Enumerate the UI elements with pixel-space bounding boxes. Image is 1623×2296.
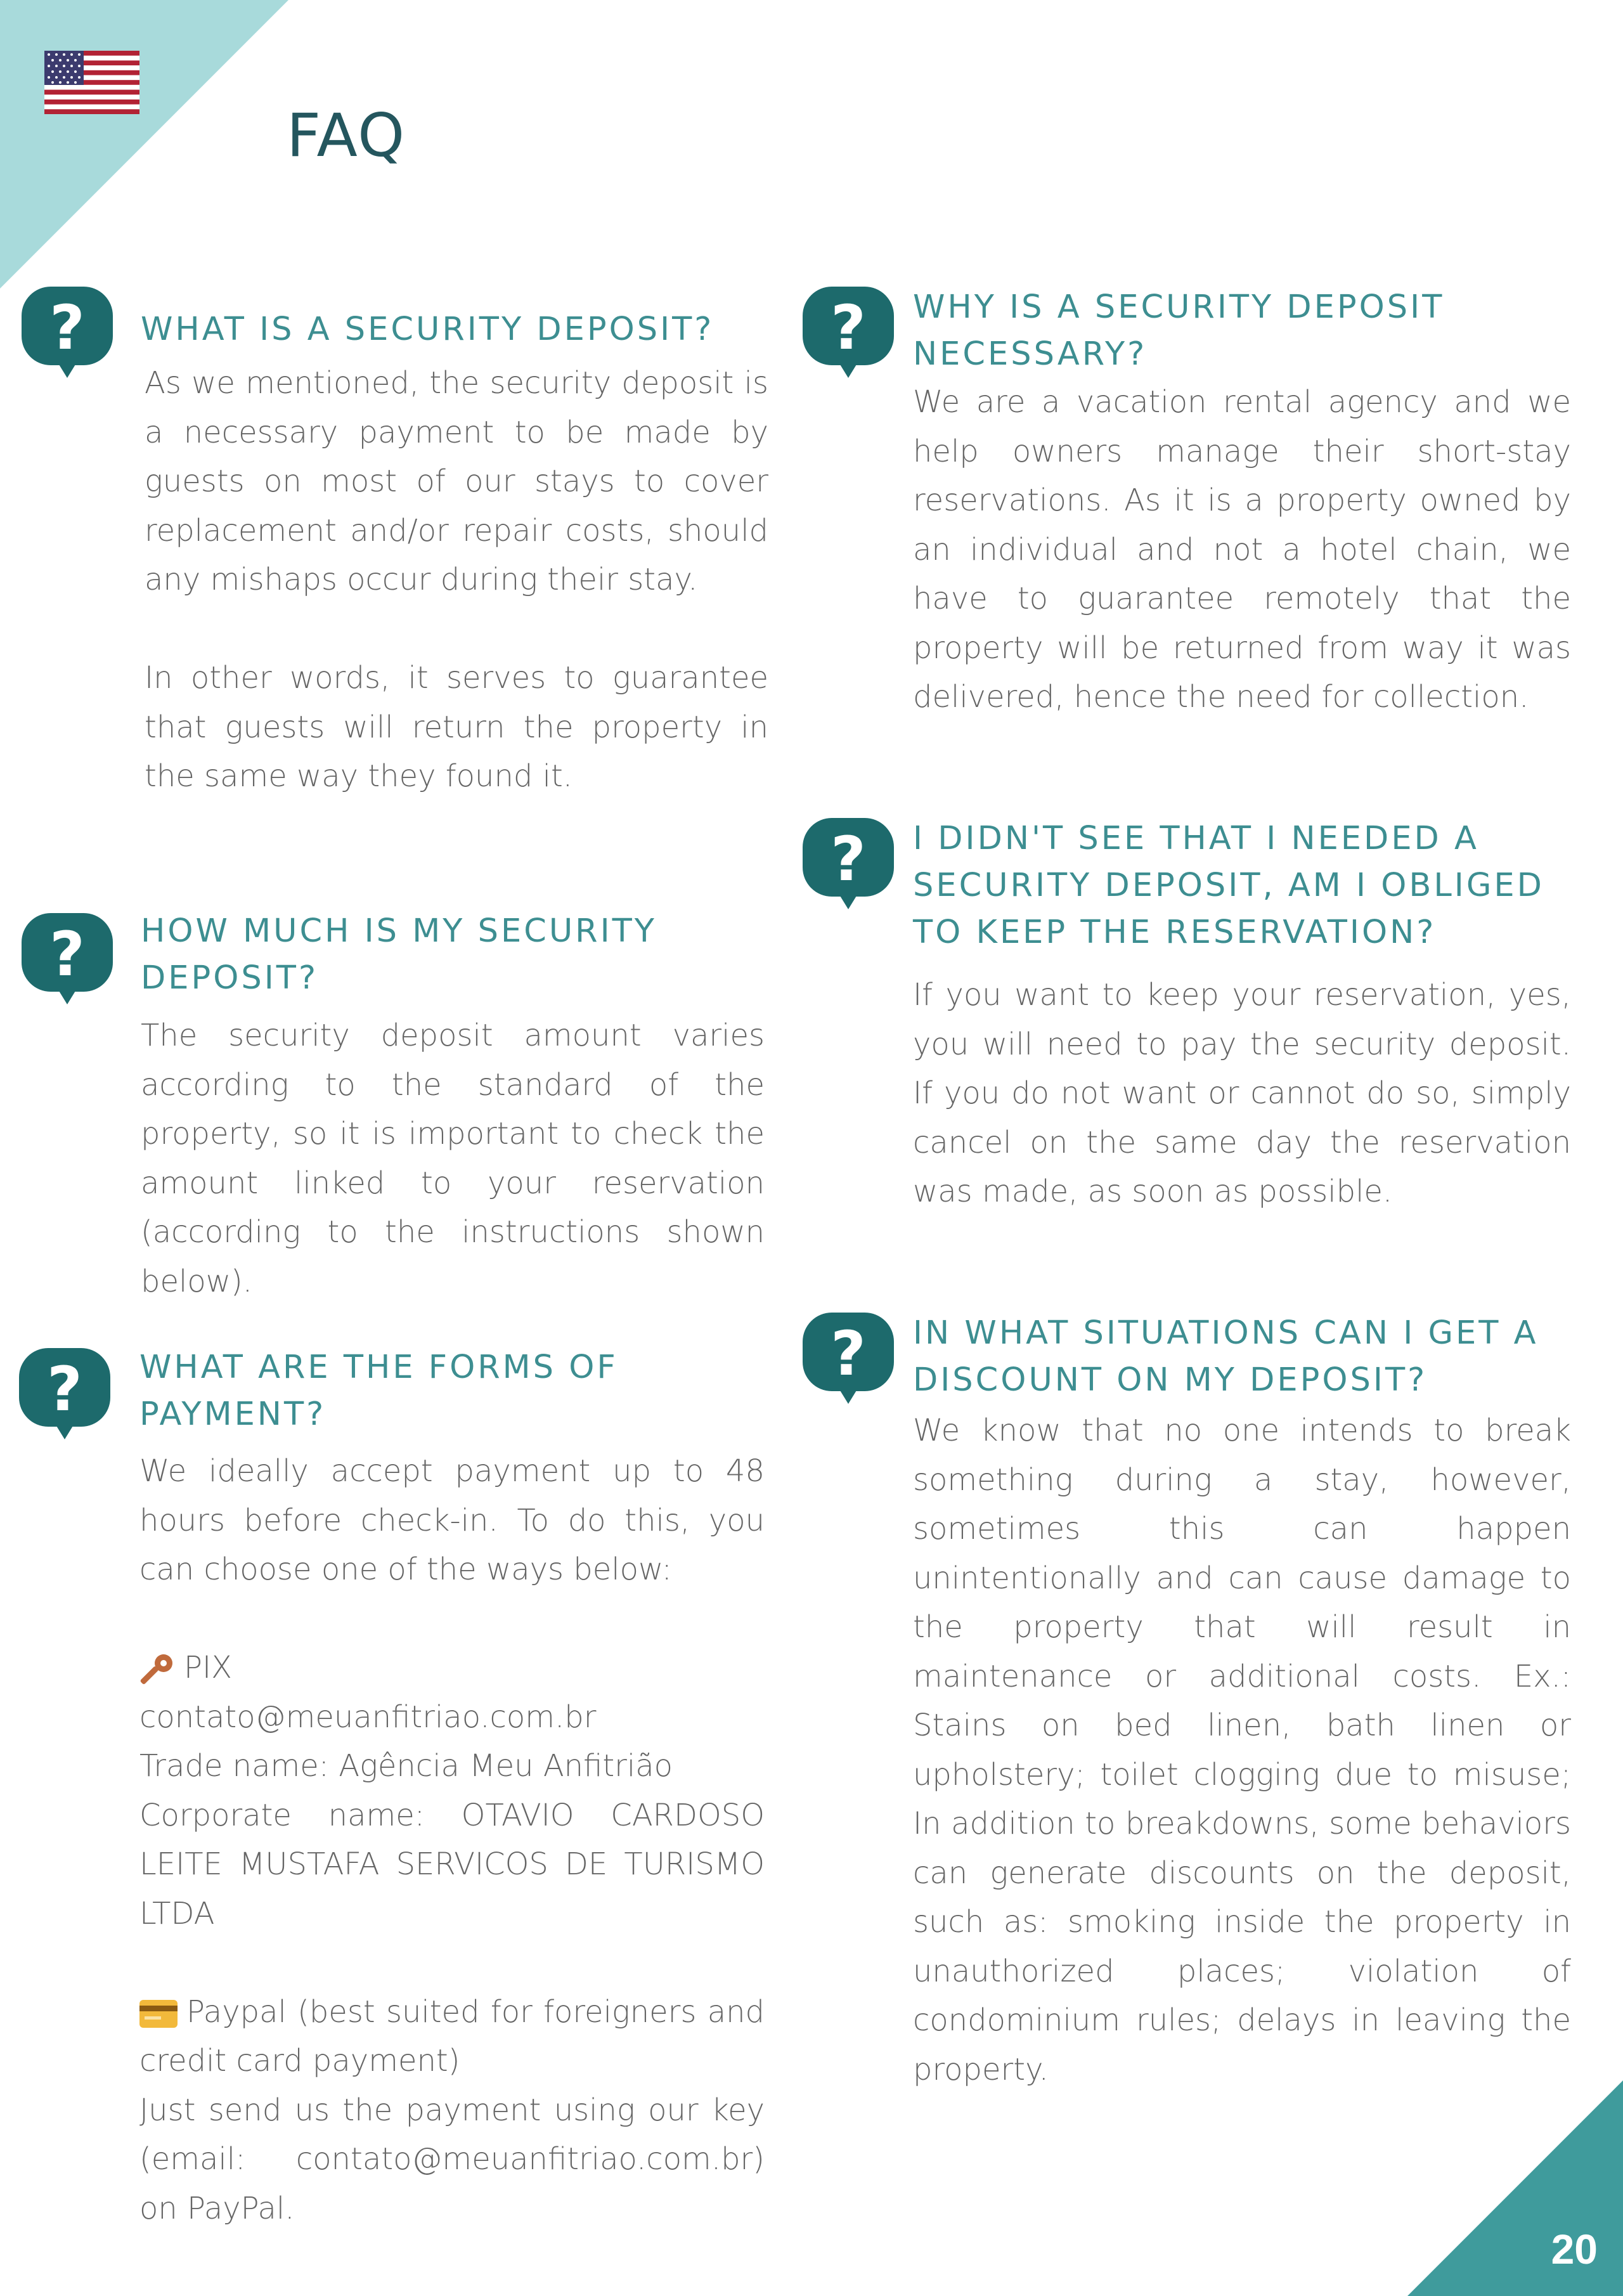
faq-answer-discount [913, 1406, 1571, 2094]
answer-paragraph: We ideally accept payment up to 48 hours before check-in. To do this, you can choose one of the ways below: [139, 1453, 765, 1587]
faq-answer-forms-of-payment [139, 1447, 765, 2233]
answer-paragraph: We are a vacation rental agency and we help owners manage their short-stay reservations. As it is a property owned by an individual and not a hotel chain, we have to guarantee remotely that the property will be returned from way it was delivered, hence the need for collection. [913, 384, 1571, 715]
pix-label: PIX [184, 1650, 232, 1685]
us-flag-icon [44, 51, 139, 114]
answer-paragraph: In other words, it serves to guarantee that guests will return the property in the same way they found it. [145, 660, 768, 794]
faq-answer-obliged [913, 971, 1571, 1217]
faq-answer-how-much [141, 1011, 765, 1306]
question-bubble-icon [803, 1313, 894, 1408]
faq-question-obliged: I DIDN'T SEE THAT I NEEDED A SECURITY DEPOSIT, AM I OBLIGED TO KEEP THE RESERVATION? [913, 820, 1544, 951]
paypal-line [139, 1988, 765, 2086]
answer-paragraph: If you want to keep your reservation, yes, you will need to pay the security deposit. If you do not want or cannot do so, simply cancel on the same day the reservation was made, as soon as possible. [913, 977, 1571, 1209]
question-bubble-icon [22, 287, 113, 382]
question-bubble-icon [803, 287, 894, 382]
key-icon [139, 1652, 175, 1687]
trade-name: Trade name: Agência Meu Anfitrião [139, 1748, 673, 1784]
faq-question-forms-of-payment: WHAT ARE THE FORMS OF PAYMENT? [139, 1349, 618, 1433]
faq-answer-security-deposit [145, 359, 768, 801]
page-title: FAQ [287, 101, 406, 171]
paypal-instructions: Just send us the payment using our key (email: contato@meuanfitriao.com.br) on PayPal. [139, 2092, 765, 2226]
faq-question-discount: IN WHAT SITUATIONS CAN I GET A DISCOUNT ON MY DEPOSIT? [913, 1314, 1539, 1399]
page-number: 20 [1551, 2226, 1598, 2273]
faq-answer-why-necessary [913, 378, 1571, 722]
pix-line [139, 1644, 765, 1693]
question-bubble-icon [19, 1348, 110, 1443]
pix-email: contato@meuanfitriao.com.br [139, 1699, 597, 1735]
faq-question-why-necessary: WHY IS A SECURITY DEPOSIT NECESSARY? [913, 289, 1445, 373]
credit-card-icon [139, 2000, 178, 2028]
question-bubble-icon [22, 913, 113, 1008]
question-bubble-icon [803, 818, 894, 913]
answer-paragraph: We know that no one intends to break something during a stay, however, sometimes this can happen unintentionally and can cause damage to the property that will result in maintenance or additional costs. Ex.: Stains on bed linen, bath linen or upholstery; toilet clogging due to misuse; In addition to breakdowns, some behaviors can generate discounts on the deposit, such as: smoking inside the property in unauthorized places; violation of condominium rules; delays in leaving the property. [913, 1413, 1571, 2087]
corporate-name: Corporate name: OTAVIO CARDOSO LEITE MUSTAFA SERVICOS DE TURISMO LTDA [139, 1797, 765, 1931]
answer-paragraph: As we mentioned, the security deposit is a necessary payment to be made by guests on most of our stays to cover replacement and/or repair costs, should any mishaps occur during their stay. [145, 365, 768, 597]
corner-decoration-top-left [0, 0, 288, 289]
paypal-label: Paypal (best suited for foreigners and credit card payment) [139, 1994, 765, 2079]
faq-question-security-deposit: WHAT IS A SECURITY DEPOSIT? [141, 311, 715, 348]
faq-question-how-much: HOW MUCH IS MY SECURITY DEPOSIT? [141, 912, 657, 997]
answer-paragraph: The security deposit amount varies according to the standard of the property, so it is important to check the amount linked to your reservation (according to the instructions shown below). [141, 1018, 765, 1299]
